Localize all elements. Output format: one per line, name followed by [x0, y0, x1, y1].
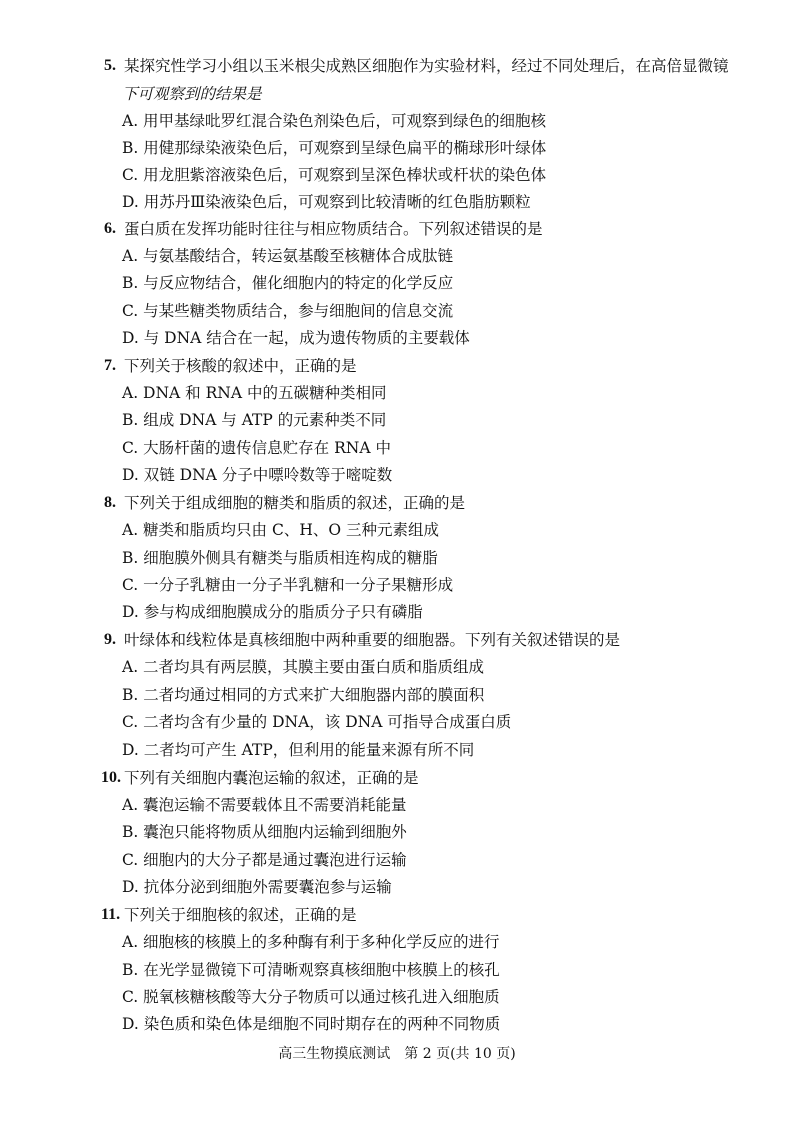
option-b: B. 与反应物结合，催化细胞内的特定的化学反应 — [122, 274, 454, 292]
page-footer: 高三生物摸底测试 第 2 页(共 10 页) — [278, 1046, 516, 1062]
question-stem: 下列有关细胞内囊泡运输的叙述，正确的是 — [124, 769, 419, 787]
option-a: A. 二者均具有两层膜，其膜主要由蛋白质和脂质组成 — [122, 658, 485, 676]
option-b: B. 组成 DNA 与 ATP 的元素种类不同 — [122, 411, 387, 429]
option-c: C. 二者均含有少量的 DNA，该 DNA 可指导合成蛋白质 — [122, 713, 512, 731]
option-b: B. 用健那绿染液染色后，可观察到呈绿色扁平的椭球形叶绿体 — [122, 139, 547, 157]
question-number: 10. — [101, 769, 121, 786]
option-b: B. 二者均通过相同的方式来扩大细胞器内部的膜面积 — [122, 686, 485, 704]
question-number: 8. — [104, 494, 116, 511]
option-d: D. 二者均可产生 ATP，但利用的能量来源有所不同 — [122, 741, 475, 759]
option-a: A. 与氨基酸结合，转运氨基酸至核糖体合成肽链 — [122, 247, 454, 265]
option-d: D. 双链 DNA 分子中嘌呤数等于嘧啶数 — [122, 466, 393, 484]
question-stem: 下列关于细胞核的叙述，正确的是 — [124, 906, 357, 924]
question-number: 7. — [104, 357, 116, 374]
option-c: C. 与某些糖类物质结合，参与细胞间的信息交流 — [122, 302, 454, 320]
question-number: 5. — [104, 57, 116, 74]
option-c: C. 细胞内的大分子都是通过囊泡进行运输 — [122, 851, 407, 869]
option-c: C. 脱氧核糖核酸等大分子物质可以通过核孔进入细胞质 — [122, 988, 500, 1006]
option-b: B. 细胞膜外侧具有糖类与脂质相连构成的糖脂 — [122, 549, 438, 567]
question-number: 9. — [104, 631, 116, 648]
option-a: A. 糖类和脂质均只由 C、H、O 三种元素组成 — [122, 521, 439, 539]
option-b: B. 囊泡只能将物质从细胞内运输到细胞外 — [122, 823, 407, 841]
question-number: 6. — [104, 220, 116, 237]
option-c: C. 一分子乳糖由一分子半乳糖和一分子果糖形成 — [122, 576, 454, 594]
option-c: C. 用龙胆紫溶液染色后，可观察到呈深色棒状或杆状的染色体 — [122, 166, 547, 184]
option-d: D. 与 DNA 结合在一起，成为遗传物质的主要载体 — [122, 329, 470, 347]
option-a: A. 用甲基绿吡罗红混合染色剂染色后，可观察到绿色的细胞核 — [122, 112, 547, 130]
question-stem-continued: 下可观察到的结果是 — [122, 85, 262, 103]
option-b: B. 在光学显微镜下可清晰观察真核细胞中核膜上的核孔 — [122, 961, 500, 979]
option-d: D. 染色质和染色体是细胞不同时期存在的两种不同物质 — [122, 1015, 501, 1033]
question-stem: 某探究性学习小组以玉米根尖成熟区细胞作为实验材料，经过不同处理后，在高倍显微镜 — [124, 57, 729, 75]
option-d: D. 抗体分泌到细胞外需要囊泡参与运输 — [122, 878, 392, 896]
option-a: A. 囊泡运输不需要载体且不需要消耗能量 — [122, 796, 407, 814]
option-a: A. DNA 和 RNA 中的五碳糖种类相同 — [122, 384, 387, 402]
option-d: D. 参与构成细胞膜成分的脂质分子只有磷脂 — [122, 603, 423, 621]
option-a: A. 细胞核的核膜上的多种酶有利于多种化学反应的进行 — [122, 933, 500, 951]
question-stem: 叶绿体和线粒体是真核细胞中两种重要的细胞器。下列有关叙述错误的是 — [124, 631, 621, 649]
question-number: 11. — [101, 906, 121, 923]
question-stem: 蛋白质在发挥功能时往往与相应物质结合。下列叙述错误的是 — [124, 220, 543, 238]
question-stem: 下列关于组成细胞的糖类和脂质的叙述，正确的是 — [124, 494, 466, 512]
option-d: D. 用苏丹Ⅲ染液染色后，可观察到比较清晰的红色脂肪颗粒 — [122, 193, 531, 211]
option-c: C. 大肠杆菌的遗传信息贮存在 RNA 中 — [122, 439, 391, 457]
question-stem: 下列关于核酸的叙述中，正确的是 — [124, 357, 357, 375]
